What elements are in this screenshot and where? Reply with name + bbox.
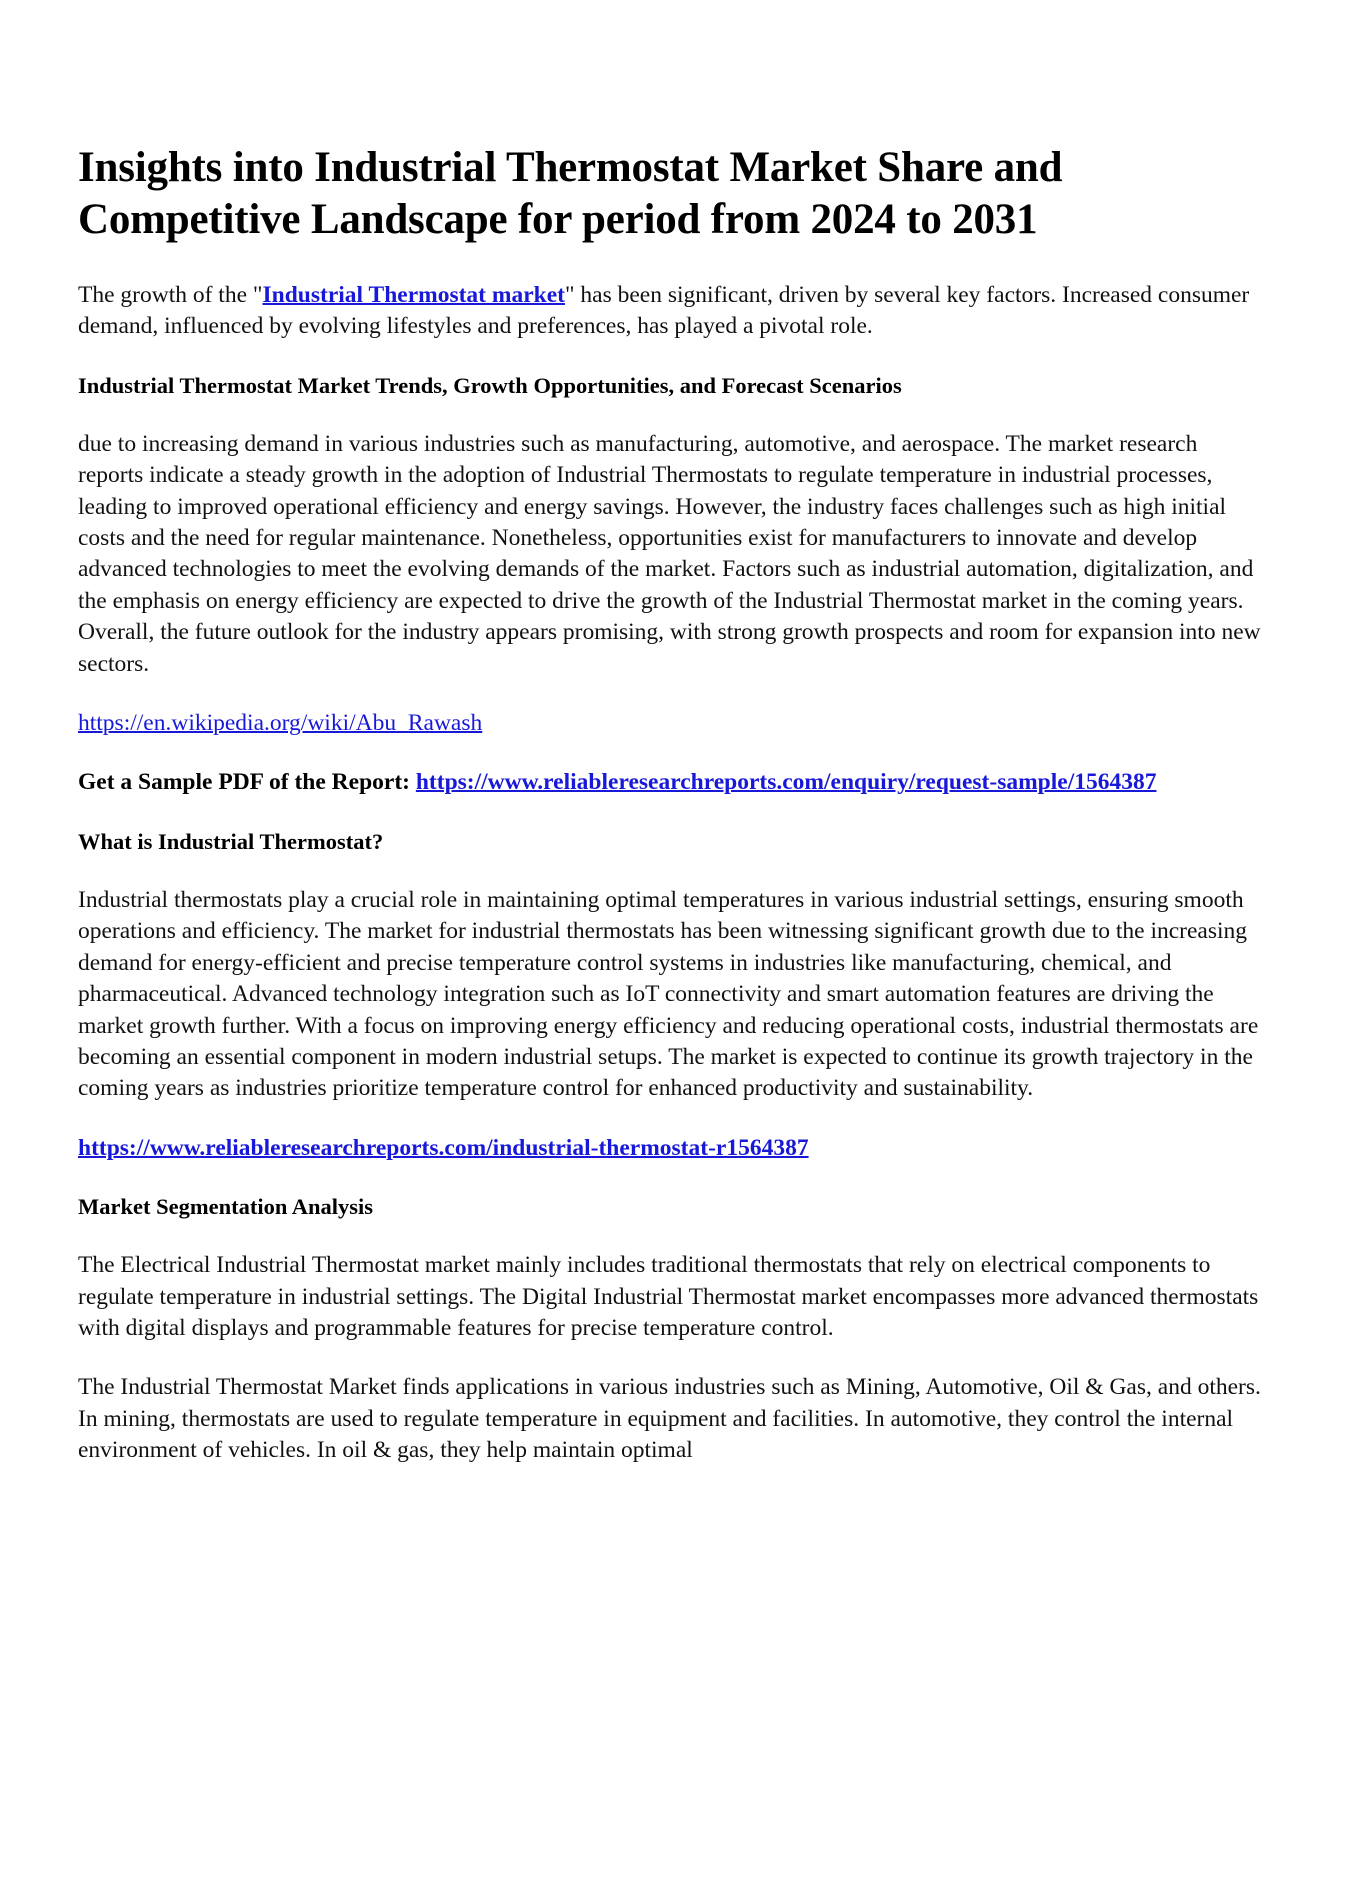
sample-pdf-line (78, 767, 1268, 798)
wikipedia-link-line (78, 708, 1268, 739)
sample-pdf-label: Get a Sample PDF of the Report: (78, 769, 416, 796)
document-content (78, 142, 1268, 1495)
intro-paragraph (78, 280, 1268, 343)
wikipedia-link[interactable]: https://en.wikipedia.org/wiki/Abu_Rawash (78, 710, 483, 737)
sample-pdf-link[interactable]: https://www.reliableresearchreports.com/enquiry/request-sample/1564387 (415, 769, 1157, 796)
page-title: Insights into Industrial Thermostat Market Share and Competitive Landscape for period from 2024 to 2031 (78, 144, 1063, 243)
trends-paragraph: due to increasing demand in various industries such as manufacturing, automotive, and aerospace. The market research reports indicate a steady growth in the adoption of Industrial Thermostats to regulate temperature in industrial processes, leading to improved operational efficiency and energy savings. However, the industry faces challenges such as high initial costs and the need for regular maintenance. Nonetheless, opportunities exist for manufacturers to innovate and develop advanced technologies to meet the evolving demands of the market. Factors such as industrial automation, digitalization, and the emphasis on energy efficiency are expected to drive the growth of the Industrial Thermostat market in the coming years. Overall, the future outlook for the industry appears promising, with strong growth prospects and room for expansion into new sectors. (78, 430, 1261, 677)
report-link[interactable]: https://www.reliableresearchreports.com/industrial-thermostat-r1564387 (78, 1134, 809, 1161)
intro-text-before-link: The growth of the " (78, 282, 263, 308)
what-is-heading: What is Industrial Thermostat? (78, 828, 384, 854)
segmentation-paragraph-1: The Electrical Industrial Thermostat market mainly includes traditional thermostats that rely on electrical components to regulate temperature in industrial settings. The Digital Industrial Thermostat market encompasses more advanced thermostats with digital displays and programmable features for precise temperature control. (78, 1252, 1259, 1341)
intro-text-after-link: " has been significant, driven by several key factors. Increased consumer demand, influenced by evolving lifestyles and preferences, has played a pivotal role. (78, 282, 1250, 340)
trends-heading: Industrial Thermostat Market Trends, Growth Opportunities, and Forecast Scenarios (78, 372, 902, 398)
segmentation-heading: Market Segmentation Analysis (78, 1194, 373, 1220)
report-link-line (78, 1133, 1268, 1164)
what-is-paragraph: Industrial thermostats play a crucial role in maintaining optimal temperatures in various industrial settings, ensuring smooth operations and efficiency. The market for industrial thermostats has been witnessing significant growth due to the increasing demand for energy-efficient and precise temperature control systems in industries like manufacturing, chemical, and pharmaceutical. Advanced technology integration such as IoT connectivity and smart automation features are driving the market growth further. With a focus on improving energy efficiency and reducing operational costs, industrial thermostats are becoming an essential component in modern industrial setups. The market is expected to continue its growth trajectory in the coming years as industries prioritize temperature control for enhanced productivity and sustainability. (78, 886, 1259, 1102)
industrial-thermostat-market-link[interactable]: Industrial Thermostat market (262, 282, 565, 308)
segmentation-paragraph-2: The Industrial Thermostat Market finds applications in various industries such as Mining, Automotive, Oil & Gas, and others. In mining, thermostats are used to regulate temperature in equipment and facilities. In automotive, they control the internal environment of vehicles. In oil & gas, they help maintain optimal (78, 1374, 1261, 1464)
